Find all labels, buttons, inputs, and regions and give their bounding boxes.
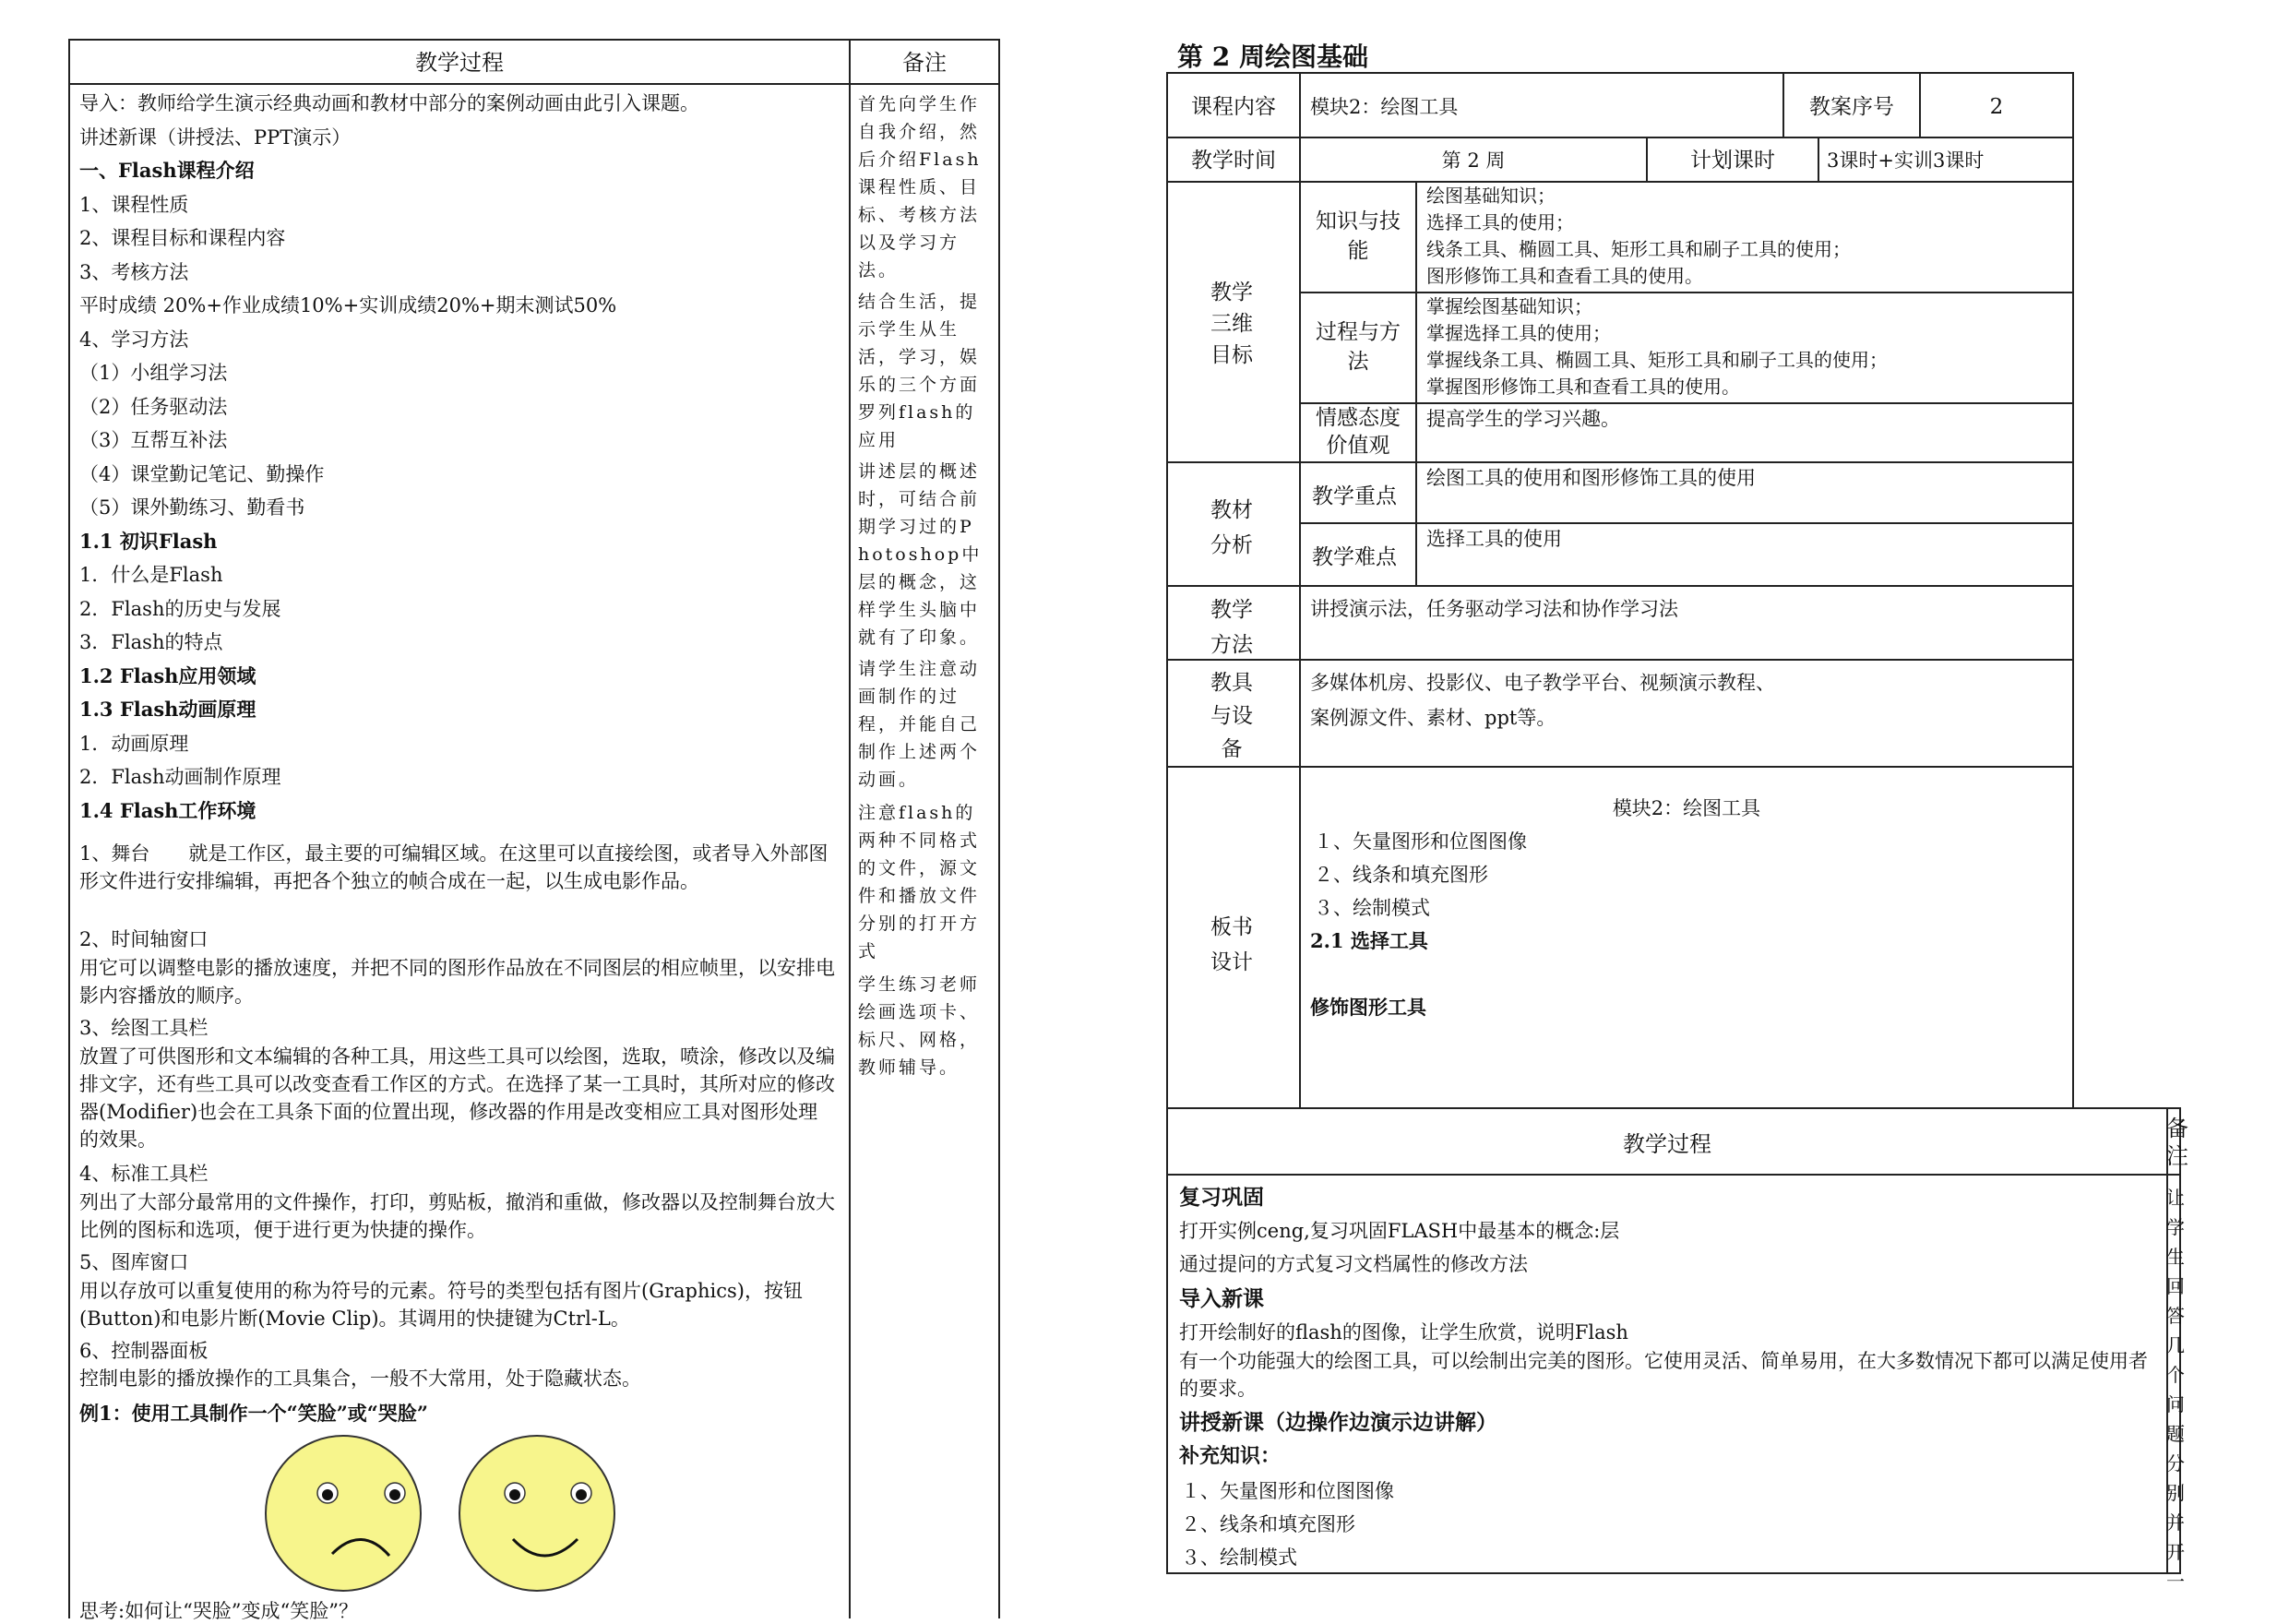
intro-line-1: 打开绘制好的flash的图像，让学生欣赏，说明Flash [1179, 1321, 1628, 1343]
standard-toolbar-title: 4、标准工具栏 [79, 1163, 209, 1185]
course-content-value: 模块2：绘图工具 [1310, 96, 1459, 118]
notes-header-partial [2166, 1115, 2188, 1170]
method-value: 讲授演示法，任务驱动学习法和协作学习法 [1310, 598, 1678, 620]
knowledge-lines-item: 绘图基础知识； [1426, 185, 1556, 207]
knowledge-lines-item: 线条工具、椭圆工具、矩形工具和刷子工具的使用； [1426, 238, 1851, 260]
review-title: 复习巩固 [1179, 1185, 1264, 1210]
control-panel-paragraph: 控制电影的播放操作的工具集合，一般不大常用，处于隐藏状态。 [79, 1367, 641, 1390]
supplement-line-2: ２、线条和填充图形 [1181, 1513, 1355, 1535]
notes-partial-text: 让学生回答几个问题分别并开一 [2166, 1187, 2185, 1593]
timeline-paragraph: 用它可以调整电影的播放速度，并把不同的图形作品放在不同图层的相应帧里，以安排电影内容播放的顺序。 [79, 957, 835, 1007]
toolbar-paragraph: 放置了可供图形和文本编辑的各种工具，用这些工具可以绘图，选取，喷涂，修改以及编排文字，还有些工具可以改变查看工作区的方式。在选择了某一工具时，其所对应的修改器(Modifier)也会在工具条下面的位置出现，修改器的作用是改变相应工具对图形处理的效果。 [79, 1045, 835, 1151]
board-line-2: ２、线条和填充图形 [1314, 864, 1488, 886]
left-line: （5）课外勤练习、勤看书 [79, 496, 305, 519]
emotion-value: 提高学生的学习兴趣。 [1426, 408, 1620, 430]
teach-time-label: 教学时间 [1191, 149, 1276, 173]
notes-column-header: 备注 [902, 50, 947, 76]
equipment-label: 教具与设备 [1210, 671, 1253, 761]
knowledge-label: 知识与技能 [1316, 209, 1401, 263]
left-line: 3、考核方法 [79, 260, 189, 283]
key-label: 教学重点 [1312, 484, 1397, 508]
left-line: 2．Flash动画制作原理 [79, 766, 281, 788]
key-value: 绘图工具的使用和图形修饰工具的使用 [1426, 467, 1756, 489]
week-title: 第 2 周绘图基础 [1177, 42, 1368, 72]
lecture-title: 讲授新课（边操作边演示边讲解） [1179, 1410, 1497, 1435]
left-line: （2）任务驱动法 [79, 395, 228, 418]
supplement-line-1: １、矢量图形和位图图像 [1181, 1480, 1394, 1502]
process-header: 教学过程 [1623, 1131, 1711, 1157]
note-layers: 讲述层的概述时，可结合前期学习过的Photoshop中层的概念，这样学生头脑中就有了印象。 [858, 461, 983, 648]
process-method-label: 过程与方法 [1316, 320, 1401, 374]
left-line: 一、Flash课程介绍 [79, 159, 255, 182]
left-line: 1.1 初识Flash [79, 529, 218, 553]
process-lines-item: 掌握选择工具的使用； [1426, 322, 1611, 344]
timeline-title: 2、时间轴窗口 [79, 928, 209, 950]
stage-paragraph: 1、舞台 就是工作区，最主要的可编辑区域。在这里可以直接绘图，或者导入外部图形文件进行安排编辑，再把各个独立的帧合成在一起，以生成电影作品。 [79, 842, 829, 892]
left-line: 1．什么是Flash [79, 564, 223, 586]
face-illustrations [277, 1432, 646, 1598]
notes-header-text: 备注 [2166, 1116, 2188, 1169]
note-application: 结合生活，提示学生从生活，学习，娱乐的三个方面罗列flash的应用 [858, 292, 981, 450]
process-lines-item: 掌握图形修饰工具和查看工具的使用。 [1426, 376, 1740, 398]
intro-title: 导入新课 [1179, 1286, 1264, 1311]
board-title: 模块2：绘图工具 [1612, 797, 1761, 819]
emotion-label: 情感态度价值观 [1316, 406, 1401, 458]
left-line: 2、课程目标和课程内容 [79, 227, 286, 249]
teach-time-value: 第 2 周 [1441, 149, 1506, 172]
knowledge-lines-item: 图形修饰工具和查看工具的使用。 [1426, 265, 1703, 287]
left-line: （1）小组学习法 [79, 362, 228, 384]
left-line: 讲述新课（讲授法、PPT演示） [79, 125, 352, 149]
equipment-line-2: 案例源文件、素材、ppt等。 [1310, 707, 1556, 729]
goals-label: 教学三维目标 [1210, 281, 1253, 367]
left-line: （4）课堂勤记笔记、勤操作 [79, 462, 325, 485]
difficult-label: 教学难点 [1312, 545, 1397, 569]
library-paragraph: 用以存放可以重复使用的称为符号的元素。符号的类型包括有图片(Graphics)，按钮(Button)和电影片断(Movie Clip)。其调用的快捷键为Ctrl-L。 [79, 1280, 803, 1330]
think-question: 思考:如何让“哭脸”变成“笑脸”？ [79, 1600, 359, 1622]
left-line: 1.4 Flash工作环境 [79, 798, 256, 822]
plan-number-label: 教案序号 [1809, 95, 1894, 119]
smiling-face-icon [459, 1436, 614, 1591]
notes-partial-column [2166, 1183, 2185, 1593]
board-select-tool: 2.1 选择工具 [1310, 929, 1428, 952]
left-line: 平时成绩 20%+作业成绩10%+实训成绩20%+期末测试50% [79, 294, 617, 316]
review-line-1: 打开实例ceng,复习巩固FLASH中最基本的概念:层 [1179, 1220, 1620, 1242]
board-design-label: 板书设计 [1210, 915, 1253, 974]
left-line: 1.2 Flash应用领域 [79, 663, 256, 687]
knowledge-lines-item: 选择工具的使用； [1426, 211, 1574, 233]
left-line: 2．Flash的历史与发展 [79, 597, 281, 620]
board-modify-tools: 修饰图形工具 [1310, 996, 1426, 1019]
review-line-2: 通过提问的方式复习文档属性的修改方法 [1179, 1253, 1528, 1275]
note-intro: 首先向学生作自我介绍，然后介绍Flash课程性质、目标、考核方法以及学习方法。 [858, 94, 982, 281]
left-line: 导入：教师给学生演示经典动画和教材中部分的案例动画由此引入课题。 [79, 92, 699, 114]
note-animation: 请学生注意动画制作的过程，并能自己制作上述两个动画。 [858, 659, 981, 790]
plan-hours-label: 计划课时 [1690, 149, 1775, 173]
left-line: 1、课程性质 [79, 193, 189, 216]
left-line: 1．动画原理 [79, 732, 189, 755]
method-label: 教学方法 [1210, 598, 1253, 657]
intro-line-2: 有一个功能强大的绘图工具，可以绘制出完美的图形。它使用灵活、简单易用，在大多数情况下都可以满足使用者的要求。 [1179, 1350, 2148, 1400]
example-heading: 例1：使用工具制作一个“笑脸”或“哭脸” [79, 1402, 428, 1425]
board-line-3: ３、绘制模式 [1314, 897, 1430, 919]
difficult-value: 选择工具的使用 [1426, 528, 1562, 550]
plan-number-value: 2 [1989, 95, 2004, 119]
material-label: 教材分析 [1210, 498, 1253, 557]
plan-hours-value: 3课时+实训3课时 [1827, 149, 1985, 172]
note-file-formats: 注意flash的两种不同格式的文件，源文件和播放文件分别的打开方式 [858, 803, 981, 961]
library-title: 5、图库窗口 [79, 1251, 189, 1273]
control-panel-title: 6、控制器面板 [79, 1340, 209, 1362]
equipment-line-1: 多媒体机房、投影仪、电子教学平台、视频演示教程、 [1310, 672, 1775, 694]
toolbar-title: 3、绘图工具栏 [79, 1017, 209, 1039]
board-line-1: １、矢量图形和位图图像 [1314, 830, 1527, 853]
note-practice: 学生练习老师绘画选项卡、标尺、网格，教师辅导。 [858, 974, 981, 1078]
left-line: （3）互帮互补法 [79, 429, 228, 451]
left-line: 4、学习方法 [79, 328, 189, 351]
standard-toolbar-paragraph: 列出了大部分最常用的文件操作，打印，剪贴板，撤消和重做，修改器以及控制舞台放大比例的图标和选项，便于进行更为快捷的操作。 [79, 1191, 835, 1241]
left-line: 1.3 Flash动画原理 [79, 698, 256, 721]
sad-face-icon [266, 1436, 421, 1591]
left-line: 3．Flash的特点 [79, 631, 223, 653]
process-lines-item: 掌握线条工具、椭圆工具、矩形工具和刷子工具的使用； [1426, 349, 1888, 371]
supplement-line-3: ３、绘制模式 [1181, 1546, 1297, 1569]
process-column-header: 教学过程 [415, 50, 504, 76]
supplement-title: 补充知识： [1179, 1444, 1282, 1468]
course-content-label: 课程内容 [1191, 95, 1276, 119]
process-lines-item: 掌握绘图基础知识； [1426, 295, 1592, 317]
